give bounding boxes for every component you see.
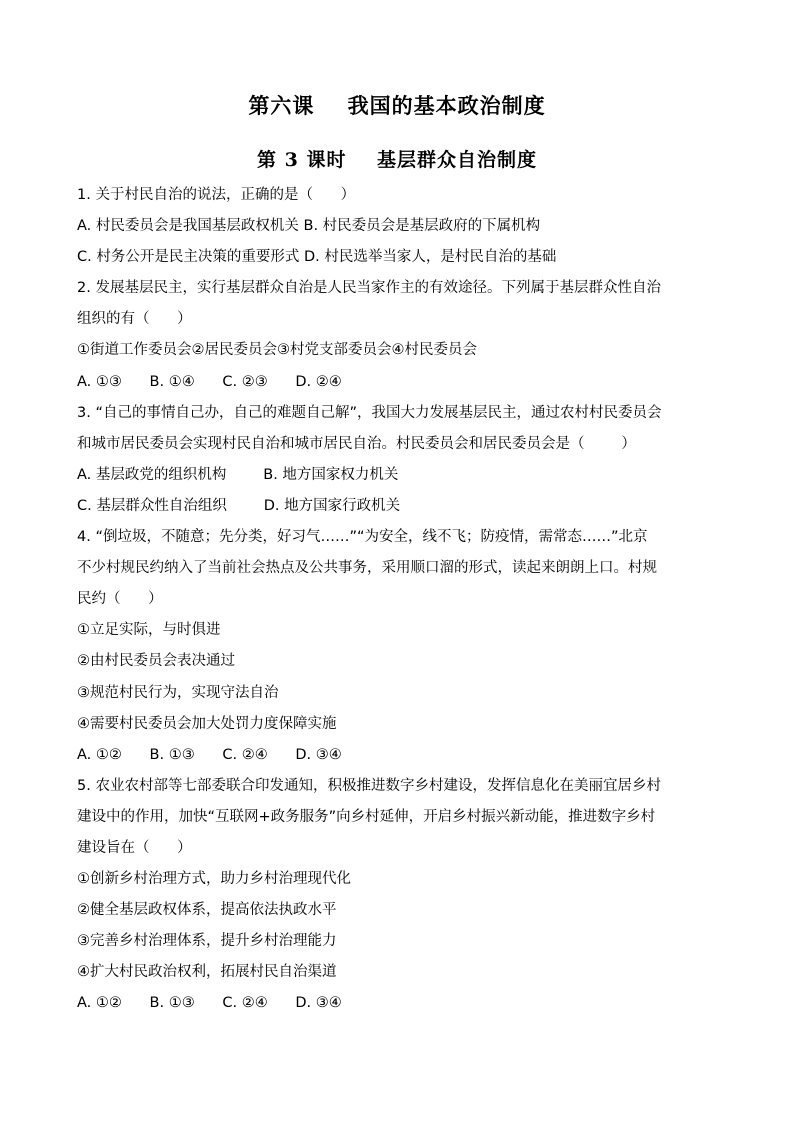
text-line: 3. “自己的事情自己办，自己的难题自己解”，我国大力发展基层民主，通过农村村民委员会 xyxy=(77,404,662,421)
text-line: A. ①② B. ①③ C. ②④ D. ③④ xyxy=(77,746,342,763)
text-line: ②由村民委员会表决通过 xyxy=(77,653,235,670)
text-line: C. 村务公开是民主决策的重要形式 D. 村民选举当家人，是村民自治的基础 xyxy=(77,249,557,266)
text-line: 建设中的作用，加快“互联网+政务服务”向乡村延伸，开启乡村振兴新动能，推进数字乡村 xyxy=(77,808,656,825)
text-line: A. ①③ B. ①④ C. ②③ D. ②④ xyxy=(77,373,342,390)
text-line: ①立足实际，与时俱进 xyxy=(77,622,221,639)
text-line: ②健全基层政权体系，提高依法执政水平 xyxy=(77,902,337,919)
text-line: 5. 农业农村部等七部委联合印发通知，积极推进数字乡村建设，发挥信息化在美丽宜居乡村 xyxy=(77,777,661,794)
text-line: 民约（ ） xyxy=(77,591,163,608)
text-line: 建设旨在（ ） xyxy=(77,839,192,856)
text-line: ③规范村民行为，实现守法自治 xyxy=(77,684,279,701)
text-line: ④需要村民委员会加大处罚力度保障实施 xyxy=(77,715,337,732)
text-line: 和城市居民委员会实现村民自治和城市居民自治。村民委员会和居民委员会是（ ） xyxy=(77,435,636,452)
text-line: 4. “倒垃圾，不随意；先分类，好习气……”“为安全，线不飞；防疫情，需常态……”北京 xyxy=(77,529,648,546)
section-subtitle: 第 3 课时 基层群众自治制度 xyxy=(257,149,537,171)
text-line: 1. 关于村民自治的说法，正确的是（ ） xyxy=(77,187,356,203)
text-line: 组织的有（ ） xyxy=(77,311,192,328)
text-line: A. 村民委员会是我国基层政权机关 B. 村民委员会是基层政府的下属机构 xyxy=(77,218,541,235)
text-line: C. 基层群众性自治组织 D. 地方国家行政机关 xyxy=(77,497,401,514)
text-line: ④扩大村民政治权利，拓展村民自治渠道 xyxy=(77,964,337,981)
question-list xyxy=(77,180,727,1020)
text-line: ③完善乡村治理体系，提升乡村治理能力 xyxy=(77,933,337,950)
text-line: A. ①② B. ①③ C. ②④ D. ③④ xyxy=(77,995,342,1012)
lesson-title: 第六课 我国的基本政治制度 xyxy=(248,93,546,118)
text-line: ①创新乡村治理方式，助力乡村治理现代化 xyxy=(77,871,351,888)
text-line: A. 基层政党的组织机构 B. 地方国家权力机关 xyxy=(77,466,399,483)
text-line: ①街道工作委员会②居民委员会③村党支部委员会④村民委员会 xyxy=(77,342,477,359)
text-line: 不少村规民约纳入了当前社会热点及公共事务，采用顺口溜的形式，读起来朗朗上口。村规 xyxy=(77,560,657,577)
text-line: 2. 发展基层民主，实行基层群众自治是人民当家作主的有效途径。下列属于基层群众性自治 xyxy=(77,280,661,297)
